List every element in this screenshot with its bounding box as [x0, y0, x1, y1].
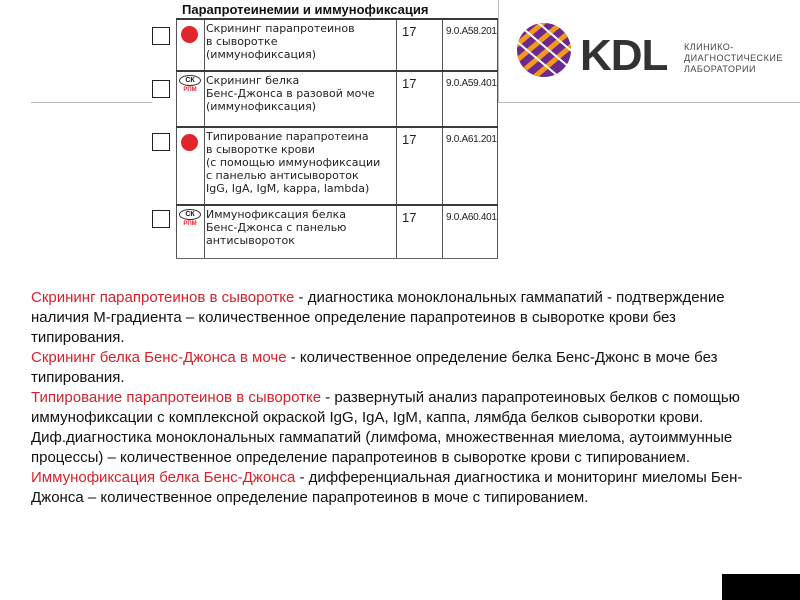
test-name: Скрининг парапротеинов в сыворотке (иммунофиксация): [206, 22, 355, 61]
test-code: 9.0.A60.401: [446, 212, 497, 223]
red-dot-icon: [181, 26, 198, 43]
kdl-logo: [516, 22, 783, 94]
corner-block: [722, 574, 800, 600]
term-highlight: Скрининг парапротеинов в сыворотке: [31, 289, 295, 306]
table-row: [176, 18, 498, 72]
checkbox-row-3[interactable]: [152, 133, 170, 151]
frame-line-top: [498, 0, 499, 103]
table-row: [176, 70, 498, 128]
kdl-ball-icon: [516, 22, 572, 78]
table-row: [176, 126, 498, 206]
test-code: 9.0.A58.201: [446, 26, 497, 37]
table-row: [176, 204, 498, 259]
term-highlight: Иммунофиксация белка Бенс-Джонса: [31, 469, 296, 486]
checkbox-row-2[interactable]: [152, 80, 170, 98]
description-paragraph: Типирование парапротеинов в сыворотке - развернутый анализ парапротеиновых белков с помощью иммунофиксации с комплексной окраской IgG, IgA, IgM, каппа, лямбда белков сыворотки крови. Диф.диагностика моноклональных гаммапатий (лимфома, множественная миелома, аутоиммунные процессы) – количественное определение парапротеинов в сыворотке крови с типированием.: [31, 389, 740, 466]
test-qty: 17: [402, 24, 417, 39]
kdl-subtitle: КЛИНИКО- ДИАГНОСТИЧЕСКИЕ ЛАБОРАТОРИИ: [684, 42, 783, 74]
term-highlight: Скрининг белка Бенс-Джонса в моче: [31, 349, 287, 366]
checkbox-row-4[interactable]: [152, 210, 170, 228]
test-qty: 17: [402, 132, 417, 147]
test-name: Типирование парапротеина в сыворотке крови (с помощью иммунофиксации с панелью антисывороток IgG, IgA, IgM, kappa, lambda): [206, 130, 381, 195]
test-code: 9.0.A59.401: [446, 78, 497, 89]
kdl-brand-text: KDL: [580, 31, 668, 80]
test-name: Скрининг белка Бенс-Джонса в разовой моче (иммунофиксация): [206, 74, 375, 113]
sk-rpm-badge-icon: СК РПМ: [179, 75, 201, 94]
description-paragraph: Скрининг парапротеинов в сыворотке - диагностика моноклональных гаммапатий - подтверждение наличия М-градиента – количественное определение парапротеинов в сыворотке крови без типирования.: [31, 289, 725, 346]
sk-rpm-badge-icon: СК РПМ: [179, 209, 201, 228]
frame-line-horizontal: [498, 102, 800, 103]
test-qty: 17: [402, 210, 417, 225]
order-form-table: [176, 0, 498, 256]
form-title: Парапротеинемии и иммунофиксация: [182, 2, 429, 17]
test-qty: 17: [402, 76, 417, 91]
frame-line-left: [31, 102, 152, 103]
test-code: 9.0.A61.201: [446, 134, 497, 145]
term-highlight: Типирование парапротеинов в сыворотке: [31, 389, 322, 406]
red-dot-icon: [181, 134, 198, 151]
test-name: Иммунофиксация белка Бенс-Джонса с панелью антисывороток: [206, 208, 347, 247]
checkbox-row-1[interactable]: [152, 27, 170, 45]
description-paragraph: Иммунофиксация белка Бенс-Джонса - дифференциальная диагностика и мониторинг миеломы Бен-Джонса – количественное определение парапротеинов в моче с типированием.: [31, 469, 743, 506]
description-text: [31, 288, 771, 508]
description-paragraph: Скрининг белка Бенс-Джонса в моче - количественное определение белка Бенс-Джонс в моче без типирования.: [31, 349, 718, 386]
